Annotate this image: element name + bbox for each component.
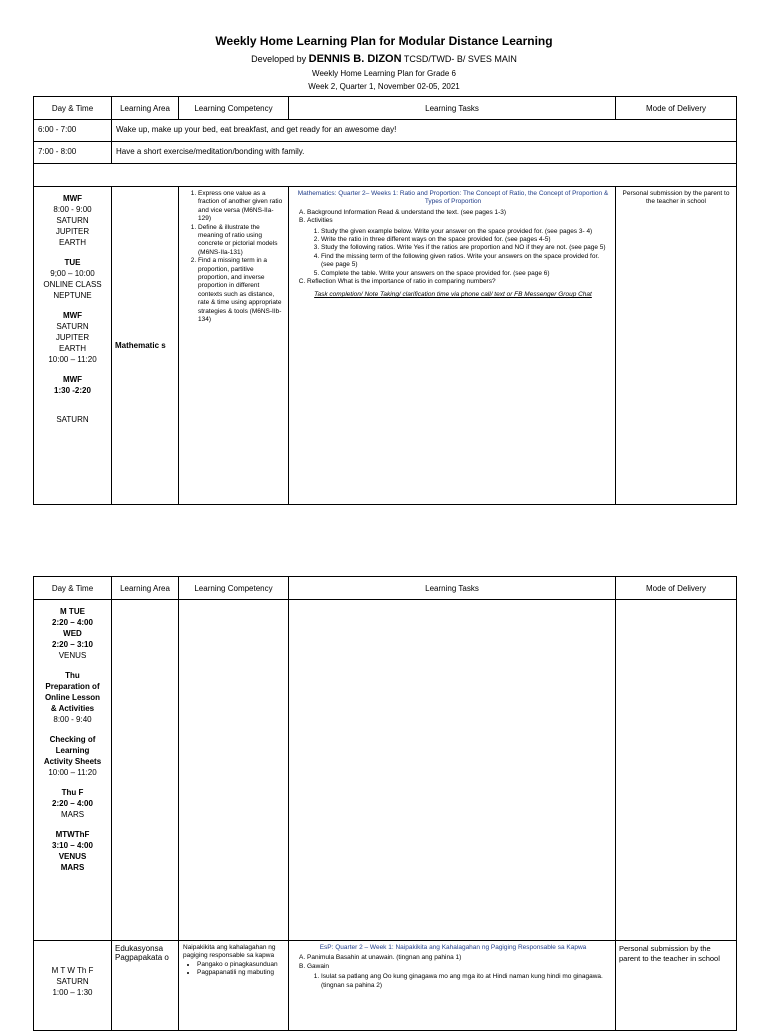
schedule-line xyxy=(34,820,111,829)
schedule-line: Thu F xyxy=(61,788,84,797)
learning-area-cell: Edukasyonsa Pagpapakata o xyxy=(112,941,179,1031)
table-row xyxy=(34,120,737,142)
table-header-row xyxy=(34,577,737,600)
schedule-line: MWF xyxy=(62,194,83,203)
schedule-line: Activity Sheets xyxy=(43,757,102,766)
section-b-label: Gawain xyxy=(307,962,330,970)
schedule-cell xyxy=(34,941,112,1031)
schedule-line: WED xyxy=(63,629,82,638)
col-header: Day & Time xyxy=(34,577,112,600)
schedule-line: EARTH xyxy=(59,344,86,353)
schedule-line xyxy=(34,365,111,374)
schedule-line: ONLINE CLASS xyxy=(43,280,102,289)
schedule-line: JUPITER xyxy=(55,227,90,236)
developer-suffix: TCSD/TWD- B/ SVES MAIN xyxy=(401,54,517,64)
col-header: Learning Tasks xyxy=(289,577,616,600)
activity-item: 3. Study the following ratios. Write Yes if the ratios are proportion and NO if they are not. (see page 5) xyxy=(321,244,609,252)
activities-list xyxy=(307,973,609,990)
schedule-line xyxy=(34,248,111,257)
competency-item: 2. Find a missing term in a proportion, partitive proportion, and inverse proportion in different contexts such as distance, rate & time using appropriate strategies & tools (M6NS-IIb-134) xyxy=(198,257,284,324)
competency-item: 1. Express one value as a fraction of another given ratio and vice versa (M6NS-IIa-129) xyxy=(198,190,284,224)
col-header: Learning Tasks xyxy=(289,97,616,120)
schedule-line: MWF xyxy=(62,311,83,320)
activity-item: 1. Isulat sa patlang ang Oo kung ginagawa mo ang mga ito at Hindi naman kung hindi mo ginagawa. (tingnan sa pahina 2) xyxy=(321,973,609,990)
schedule-line xyxy=(34,405,111,414)
schedule-list xyxy=(34,947,111,998)
empty-row xyxy=(34,164,737,187)
table-row xyxy=(34,142,737,164)
schedule-line: MWF xyxy=(62,375,83,384)
schedule-line: 2:20 – 4:00 xyxy=(52,799,93,808)
section-a: A. Panimula Basahin at unawain. (tingnan ang pahina 1) xyxy=(307,954,609,962)
empty-cell xyxy=(34,164,737,187)
tasks-cell xyxy=(289,600,616,941)
schedule-line: 8:00 - 9:00 xyxy=(53,205,92,214)
schedule-line: 10:00 – 11:20 xyxy=(48,768,97,777)
schedule-line: SATURN xyxy=(56,977,89,986)
schedule-line: MARS xyxy=(60,810,85,819)
schedule-line: MTWThF xyxy=(55,830,90,839)
schedule-cell xyxy=(34,600,112,941)
schedule-line: NEPTUNE xyxy=(53,291,92,300)
col-header: Learning Competency xyxy=(179,577,289,600)
tasks-cell xyxy=(289,941,616,1031)
col-header: Day & Time xyxy=(34,97,112,120)
schedule-list xyxy=(34,193,111,425)
competency-cell xyxy=(179,187,289,505)
schedule-line: VENUS xyxy=(58,651,87,660)
math-row xyxy=(34,187,737,505)
section-a: A. Background Information Read & understand the text. (see pages 1-3) xyxy=(307,209,609,217)
section-b xyxy=(307,217,609,278)
schedule-line: M TUE xyxy=(60,607,85,616)
learning-area-cell: Mathematic s xyxy=(112,187,179,505)
activities-list xyxy=(307,228,609,278)
competency-intro: Naipakikita ang kahalagahan ng pagiging responsable sa kapwa xyxy=(183,944,276,960)
schedule-line xyxy=(34,301,111,310)
activity-item: 5. Complete the table. Write your answers on the space provided for. (see page 6) xyxy=(321,270,609,278)
competency-cell xyxy=(179,600,289,941)
schedule-line: SATURN xyxy=(56,415,89,424)
activity-cell: Have a short exercise/meditation/bonding with family. xyxy=(112,142,737,164)
schedule-line: SATURN xyxy=(56,216,89,225)
col-header: Learning Competency xyxy=(179,97,289,120)
col-header: Learning Area xyxy=(112,97,179,120)
competency-list xyxy=(183,190,284,224)
esp-row xyxy=(34,941,737,1031)
schedule-line: M T W Th F xyxy=(51,966,94,975)
competency-item: • Pangako o pinagkasunduan xyxy=(197,961,284,969)
section-c: C. Reflection What is the importance of ratio in comparing numbers? xyxy=(307,278,609,286)
mode-of-delivery-cell: Personal submission by the parent to the teacher in school xyxy=(616,941,737,1031)
competency-item: 1. Define & illustrate the meaning of ratio using concrete or pictorial models (M6NS-IIa-131) xyxy=(198,224,284,258)
schedule-row xyxy=(34,600,737,941)
schedule-cell xyxy=(34,187,112,505)
schedule-line: VENUS xyxy=(58,852,87,861)
tasks-sections xyxy=(297,954,609,990)
tasks-sections xyxy=(297,209,609,287)
schedule-line: Learning xyxy=(55,746,90,755)
grade-subtitle: Weekly Home Learning Plan for Grade 6 xyxy=(312,69,456,78)
activity-cell: Wake up, make up your bed, eat breakfast, and get ready for an awesome day! xyxy=(112,120,737,142)
schedule-line: 8:00 - 9:40 xyxy=(53,715,92,724)
developer-name: DENNIS B. DIZON xyxy=(308,53,402,65)
week-line: Week 2, Quarter 1, November 02-05, 2021 xyxy=(308,82,460,91)
schedule-line xyxy=(34,778,111,787)
schedule-line: MARS xyxy=(60,863,85,872)
developer-line xyxy=(0,53,768,65)
learning-plan-table-2 xyxy=(33,576,737,1031)
schedule-line: Thu xyxy=(65,671,80,680)
schedule-line xyxy=(34,956,111,965)
schedule-line xyxy=(34,661,111,670)
schedule-line: Online Lesson xyxy=(44,693,101,702)
tasks-cell xyxy=(289,187,616,505)
section-b xyxy=(307,963,609,990)
schedule-line xyxy=(34,396,111,405)
schedule-list xyxy=(34,606,111,873)
schedule-line: 9;00 – 10:00 xyxy=(50,269,95,278)
schedule-line: 3:10 – 4:00 xyxy=(52,841,93,850)
activity-item: 1. Study the given example below. Write your answer on the space provided for. (see pages 3- 4) xyxy=(321,228,609,236)
activity-item: 2. Write the ratio in three different ways on the space provided for. (see pages 4-5) xyxy=(321,236,609,244)
schedule-line xyxy=(34,947,111,956)
col-header: Learning Area xyxy=(112,577,179,600)
col-header: Mode of Delivery xyxy=(616,97,737,120)
mode-of-delivery-cell: Personal submission by the parent to the teacher in school xyxy=(616,187,737,505)
table-header-row xyxy=(34,97,737,120)
messenger-note: Task completion/ Note Taking/ clarification time via phone call/ text or FB Messenger Group Chat xyxy=(314,291,592,299)
learning-area-cell xyxy=(112,600,179,941)
competency-list xyxy=(183,224,284,325)
competency-cell xyxy=(179,941,289,1031)
learning-plan-table-1 xyxy=(33,96,737,505)
tasks-title: EsP: Quarter 2 – Week 1: Naipakikita ang Kahalagahan ng Pagiging Responsable sa Kapwa xyxy=(319,944,587,951)
tasks-title: Mathematics: Quarter 2– Weeks 1: Ratio and Proportion: The Concept of Ratio, the Concept of Proportion & Types of Proportion xyxy=(297,190,609,206)
plan-title: Weekly Home Learning Plan for Modular Distance Learning xyxy=(215,34,553,48)
activity-item: 4. Find the missing term of the following given ratios. Write your answers on the space provided for. (see page 5) xyxy=(321,253,609,270)
schedule-line: 2:20 – 4:00 xyxy=(52,618,93,627)
schedule-line: JUPITER xyxy=(55,333,90,342)
schedule-line: TUE xyxy=(64,258,81,267)
schedule-line: 1:30 -2:20 xyxy=(54,386,91,395)
schedule-line: 2:20 – 3:10 xyxy=(52,640,93,649)
schedule-line xyxy=(34,725,111,734)
schedule-line: Checking of xyxy=(49,735,96,744)
schedule-line: SATURN xyxy=(56,322,89,331)
competency-item: • Pagpapanatili ng mabuting xyxy=(197,969,284,977)
time-cell: 7:00 - 8:00 xyxy=(34,142,112,164)
section-b-label: Activities xyxy=(307,217,333,225)
mode-of-delivery-cell xyxy=(616,600,737,941)
schedule-line: 10:00 – 11:20 xyxy=(48,355,97,364)
schedule-line: Preparation of xyxy=(45,682,100,691)
col-header: Mode of Delivery xyxy=(616,577,737,600)
schedule-line: 1:00 – 1:30 xyxy=(52,988,93,997)
competency-list xyxy=(183,961,284,978)
schedule-line: & Activities xyxy=(50,704,95,713)
time-cell: 6:00 - 7:00 xyxy=(34,120,112,142)
developed-prefix: Developed by xyxy=(251,54,309,64)
schedule-line: EARTH xyxy=(59,238,86,247)
